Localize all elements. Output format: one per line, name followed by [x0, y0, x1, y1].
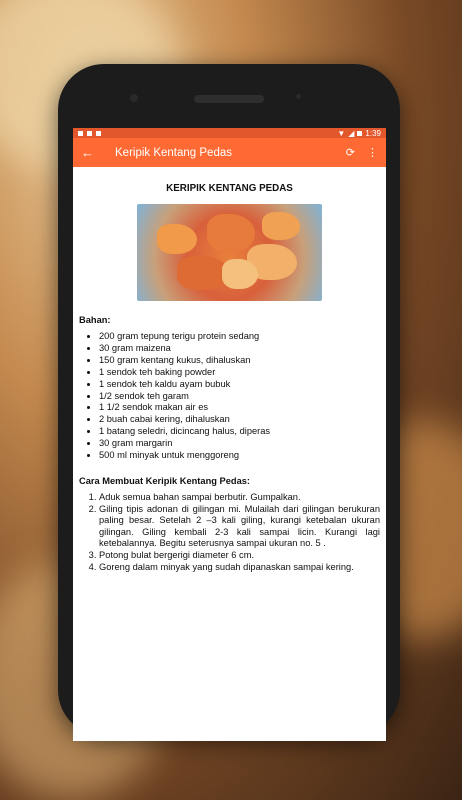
notification-icon [78, 131, 83, 136]
chip-shape [207, 214, 255, 252]
refresh-icon[interactable]: ⟳ [345, 147, 355, 159]
step-item: 1. Aduk semua bahan sampai berbutir. Gumpalkan. [99, 492, 380, 504]
ingredients-heading: Bahan: [79, 315, 111, 325]
ingredient-item: • 200 gram tepung terigu protein sedang [99, 331, 380, 343]
notification-icon [87, 131, 92, 136]
battery-icon [357, 131, 362, 136]
phone-speaker [194, 95, 264, 103]
app-bar-title: Keripik Kentang Pedas [115, 146, 232, 159]
ingredient-item: • 1 1/2 sendok makan air es [99, 402, 380, 414]
chip-shape [222, 259, 258, 289]
arrow-left-icon[interactable]: ← [81, 145, 94, 160]
signal-icon: ◢ [348, 128, 355, 138]
wifi-icon: ▼ [337, 128, 346, 138]
ingredient-item: • 1 sendok teh kaldu ayam bubuk [99, 379, 380, 391]
recipe-content [73, 167, 386, 573]
ingredient-item: • 2 buah cabai kering, dihaluskan [99, 414, 380, 426]
step-item: 3. Potong bulat bergerigi diameter 6 cm. [99, 550, 380, 562]
steps-list [79, 492, 380, 573]
ingredient-item: • 150 gram kentang kukus, dihaluskan [99, 355, 380, 367]
ingredient-item: • 1 batang seledri, dicincang halus, diperas [99, 426, 380, 438]
ingredient-item: • 1/2 sendok teh garam [99, 391, 380, 403]
notification-icons [78, 131, 101, 136]
more-vert-icon[interactable]: ⋮ [367, 147, 378, 159]
app-bar [73, 138, 386, 167]
ingredients-list [79, 331, 380, 462]
step-item: 2. Giling tipis adonan di gilingan mi. Mulailah dari gilingan berukuran paling besar. Setelah 2 –3 kali giling, kurangi ketebalan ukuran gilingan. Giling kembali 2-3 kali sampai licin. Kurangi lagi ketebalannya. Begitu seterusnya sampai ukuran no. 5 . [99, 504, 380, 550]
recipe-title: KERIPIK KENTANG PEDAS [166, 183, 293, 194]
sensor [296, 94, 301, 99]
step-item: 4. Goreng dalam minyak yang sudah dipanaskan sampai kering. [99, 562, 380, 574]
notification-icon [96, 131, 101, 136]
ingredient-item: • 500 ml minyak untuk menggoreng [99, 450, 380, 462]
phone-frame [58, 64, 400, 736]
app-screen [73, 128, 386, 741]
recipe-photo [137, 204, 322, 301]
ingredient-item: • 30 gram margarin [99, 438, 380, 450]
chip-shape [262, 212, 300, 240]
steps-heading: Cara Membuat Keripik Kentang Pedas: [79, 475, 251, 486]
ingredient-item: • 1 sendok teh baking powder [99, 367, 380, 379]
chip-shape [157, 224, 197, 254]
ingredient-item: • 30 gram maizena [99, 343, 380, 355]
status-time: 1:39 [365, 128, 381, 138]
status-icons [337, 129, 381, 138]
status-bar [73, 128, 386, 138]
front-camera [130, 94, 138, 102]
